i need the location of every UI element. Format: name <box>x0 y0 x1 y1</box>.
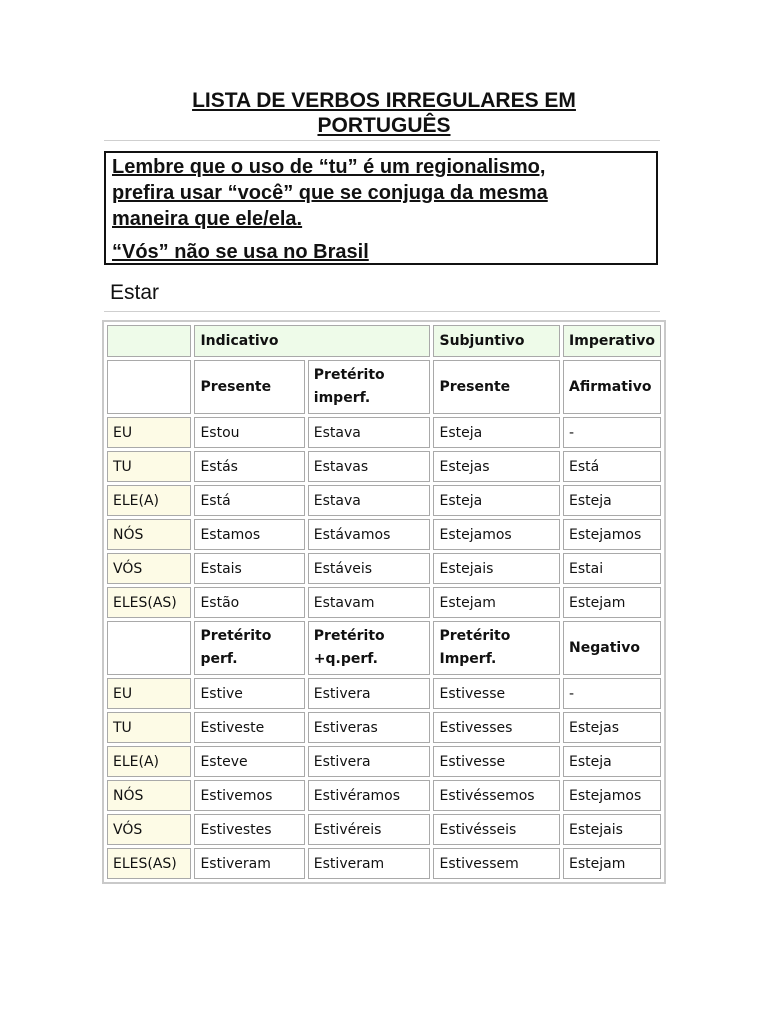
conjugation-table <box>102 320 666 884</box>
table-corner-cell <box>107 325 191 357</box>
header-imperativo: Imperativo <box>563 325 661 357</box>
mood-header-row <box>107 325 661 357</box>
conjugation-cell: Estejam <box>433 587 560 618</box>
conjugation-cell: Esteja <box>563 746 661 777</box>
pronoun-cell: ELES(AS) <box>107 587 191 618</box>
pronoun-cell: NÓS <box>107 519 191 550</box>
note-line-1: Lembre que o uso de “tu” é um regionalismo, <box>112 156 546 178</box>
note-line-4: “Vós” não se usa no Brasil <box>112 241 369 263</box>
tense-header: Presente <box>433 360 560 414</box>
conjugation-cell: Estejamos <box>563 780 661 811</box>
pronoun-cell: NÓS <box>107 780 191 811</box>
conjugation-cell: Estivessem <box>433 848 560 879</box>
pronoun-cell: VÓS <box>107 553 191 584</box>
conjugation-cell: Esteja <box>433 485 560 516</box>
conjugation-cell: Estivera <box>308 746 431 777</box>
tense-header: Presente <box>194 360 304 414</box>
conjugation-cell: Estivera <box>308 678 431 709</box>
conjugation-cell: Estás <box>194 451 304 482</box>
header-subjuntivo: Subjuntivo <box>433 325 560 357</box>
conjugation-cell: Estivéramos <box>308 780 431 811</box>
conjugation-cell: Estiveram <box>194 848 304 879</box>
conjugation-cell: Estavam <box>308 587 431 618</box>
note-line-2: prefira usar “você” que se conjuga da mesma <box>112 182 548 204</box>
title-line-2: PORTUGUÊS <box>317 114 451 137</box>
conjugation-cell: Estivesses <box>433 712 560 743</box>
pronoun-cell: ELES(AS) <box>107 848 191 879</box>
pronoun-cell: VÓS <box>107 814 191 845</box>
pronoun-cell: TU <box>107 451 191 482</box>
pronoun-cell: TU <box>107 712 191 743</box>
divider <box>104 311 660 312</box>
header-indicativo: Indicativo <box>194 325 430 357</box>
conjugation-cell: - <box>563 417 661 448</box>
table-row <box>107 848 661 879</box>
empty-cell <box>107 360 191 414</box>
conjugation-cell: Está <box>563 451 661 482</box>
verb-heading: Estar <box>110 281 160 304</box>
conjugation-cell: Estejamos <box>433 519 560 550</box>
conjugation-cell: Estivesse <box>433 678 560 709</box>
conjugation-cell: Estiveras <box>308 712 431 743</box>
conjugation-cell: Estivésseis <box>433 814 560 845</box>
conjugation-block-2 <box>107 678 661 879</box>
table-row <box>107 587 661 618</box>
table-row <box>107 814 661 845</box>
conjugation-cell: Estava <box>308 417 431 448</box>
conjugation-cell: Estejas <box>433 451 560 482</box>
conjugation-cell: Estejais <box>433 553 560 584</box>
pronoun-cell: EU <box>107 417 191 448</box>
conjugation-cell: Estão <box>194 587 304 618</box>
conjugation-cell: Estais <box>194 553 304 584</box>
conjugation-cell: Estava <box>308 485 431 516</box>
conjugation-cell: Estive <box>194 678 304 709</box>
conjugation-cell: Estejais <box>563 814 661 845</box>
table-row <box>107 712 661 743</box>
table-row <box>107 451 661 482</box>
conjugation-cell: Estivéreis <box>308 814 431 845</box>
conjugation-cell: - <box>563 678 661 709</box>
conjugation-cell: Estejam <box>563 587 661 618</box>
conjugation-cell: Estamos <box>194 519 304 550</box>
empty-cell <box>107 621 191 675</box>
conjugation-cell: Estivéssemos <box>433 780 560 811</box>
conjugation-cell: Estejas <box>563 712 661 743</box>
pronoun-cell: ELE(A) <box>107 746 191 777</box>
table-row <box>107 678 661 709</box>
conjugation-cell: Estejamos <box>563 519 661 550</box>
conjugation-cell: Está <box>194 485 304 516</box>
tense-header: Pretérito imperf. <box>308 360 431 414</box>
pronoun-cell: ELE(A) <box>107 485 191 516</box>
conjugation-cell: Estivestes <box>194 814 304 845</box>
title-line-1: LISTA DE VERBOS IRREGULARES EM <box>192 89 576 112</box>
conjugation-cell: Esteja <box>563 485 661 516</box>
page-title <box>100 88 668 138</box>
table-row <box>107 746 661 777</box>
table-row <box>107 417 661 448</box>
conjugation-block-1 <box>107 417 661 618</box>
table-row <box>107 519 661 550</box>
note-line-3: maneira que ele/ela. <box>112 208 303 230</box>
conjugation-cell: Esteve <box>194 746 304 777</box>
tense-header: Pretérito +q.perf. <box>308 621 431 675</box>
table-row <box>107 780 661 811</box>
conjugation-cell: Estivemos <box>194 780 304 811</box>
pronoun-cell: EU <box>107 678 191 709</box>
tense-header: Pretérito Imperf. <box>433 621 560 675</box>
conjugation-cell: Estávamos <box>308 519 431 550</box>
conjugation-cell: Estejam <box>563 848 661 879</box>
conjugation-cell: Esteja <box>433 417 560 448</box>
tense-header-row <box>107 621 661 675</box>
usage-note-box <box>104 151 658 265</box>
conjugation-cell: Estáveis <box>308 553 431 584</box>
conjugation-cell: Estou <box>194 417 304 448</box>
conjugation-cell: Estavas <box>308 451 431 482</box>
table-row <box>107 553 661 584</box>
table-row <box>107 485 661 516</box>
conjugation-cell: Estivesse <box>433 746 560 777</box>
conjugation-cell: Estiveram <box>308 848 431 879</box>
tense-header-row <box>107 360 661 414</box>
tense-header: Afirmativo <box>563 360 661 414</box>
divider <box>104 140 660 141</box>
tense-header: Negativo <box>563 621 661 675</box>
conjugation-cell: Estai <box>563 553 661 584</box>
tense-header: Pretérito perf. <box>194 621 304 675</box>
conjugation-cell: Estiveste <box>194 712 304 743</box>
